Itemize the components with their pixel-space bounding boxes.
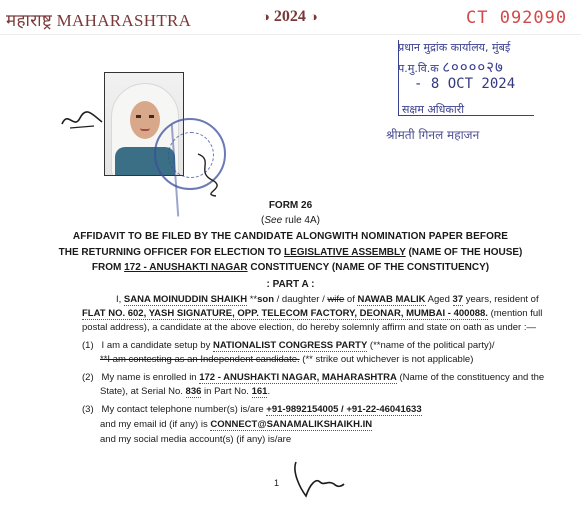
intro-line-3: postal address), a candidate at the above election, do hereby solemnly affirm and state on oath as under :— [82, 322, 536, 333]
item-2-line-2: State), at Serial No. 836 in Part No. 161. [100, 386, 271, 397]
seal-signature [192, 150, 222, 200]
page-number: 1 [274, 478, 280, 488]
photo-eyes [136, 115, 154, 118]
year-text: 2024 [273, 8, 306, 25]
photo-face [130, 101, 160, 139]
stamp-serial-number: CT 092090 [466, 8, 568, 28]
intro-line-1: I, SANA MOINUDDIN SHAIKH **son / daughter / wife of NAWAB MALIK Aged 37 years, resident of [116, 294, 539, 305]
registry-office: प्रधान मुद्रांक कार्यालय, मुंबई [398, 41, 511, 54]
item-1-line-2: **I am contesting as an Independent candidate. (** strike out whichever is not applicable) [100, 354, 474, 365]
item-1-line-1: (1) I am a candidate setup by NATIONALIST CONGRESS PARTY (**name of the political party)/ [82, 340, 495, 351]
emblem-icon-right: ◑ [309, 9, 318, 24]
affidavit-title-1: AFFIDAVIT TO BE FILED BY THE CANDIDATE ALONGWITH NOMINATION PAPER BEFORE [72, 231, 509, 242]
notary-name: श्रीमती गिनल महाजन [386, 128, 480, 142]
state-label: महाराष्ट्र MAHARASHTRA [6, 11, 192, 30]
item-3-line-3: and my social media account(s) (if any) is/are [100, 434, 292, 445]
item-3-line-2: and my email id (if any) is CONNECT@SANAMALIKSHAIKH.IN [100, 419, 373, 430]
affidavit-title-3: FROM 172 - ANUSHAKTI NAGAR CONSTITUENCY (NAME OF THE CONSTITUENCY) [91, 262, 490, 273]
intro-line-2: FLAT NO. 602, YASH SIGNATURE, OPP. TELECOM FACTORY, DEONAR, MUMBAI - 400088. (mention full [82, 308, 543, 319]
registry-date: - 8 OCT 2024 [414, 76, 516, 92]
form-rule: (See rule 4A) [261, 215, 320, 226]
emblem-icon: ◑ [262, 9, 270, 24]
registry-prefix: प.मु.वि.क [398, 62, 439, 75]
paper-crease [0, 34, 581, 35]
photo-mouth [140, 128, 150, 131]
registry-num: ८००००२७ [442, 58, 504, 76]
signature-mark [58, 104, 106, 134]
affidavit-title-2: THE RETURNING OFFICER FOR ELECTION TO LEGISLATIVE ASSEMBLY (NAME OF THE HOUSE) [58, 247, 523, 258]
part-heading: : PART A : [266, 279, 315, 290]
registry-number [398, 57, 530, 77]
registry-officer: सक्षम अधिकारी [402, 103, 465, 116]
item-3-line-1: (3) My contact telephone number(s) is/are +91-9892154005 / +91-22-46041633 [82, 404, 422, 415]
stamp-paper-header [0, 0, 581, 34]
item-2-line-1: (2) My name is enrolled in 172 - ANUSHAKTI NAGAR, MAHARASHTRA (Name of the constituency and the [82, 372, 545, 383]
stamp-year [262, 8, 318, 26]
form-number: FORM 26 [268, 200, 313, 211]
registry-stamp [398, 40, 530, 116]
candidate-signature [290, 458, 346, 500]
